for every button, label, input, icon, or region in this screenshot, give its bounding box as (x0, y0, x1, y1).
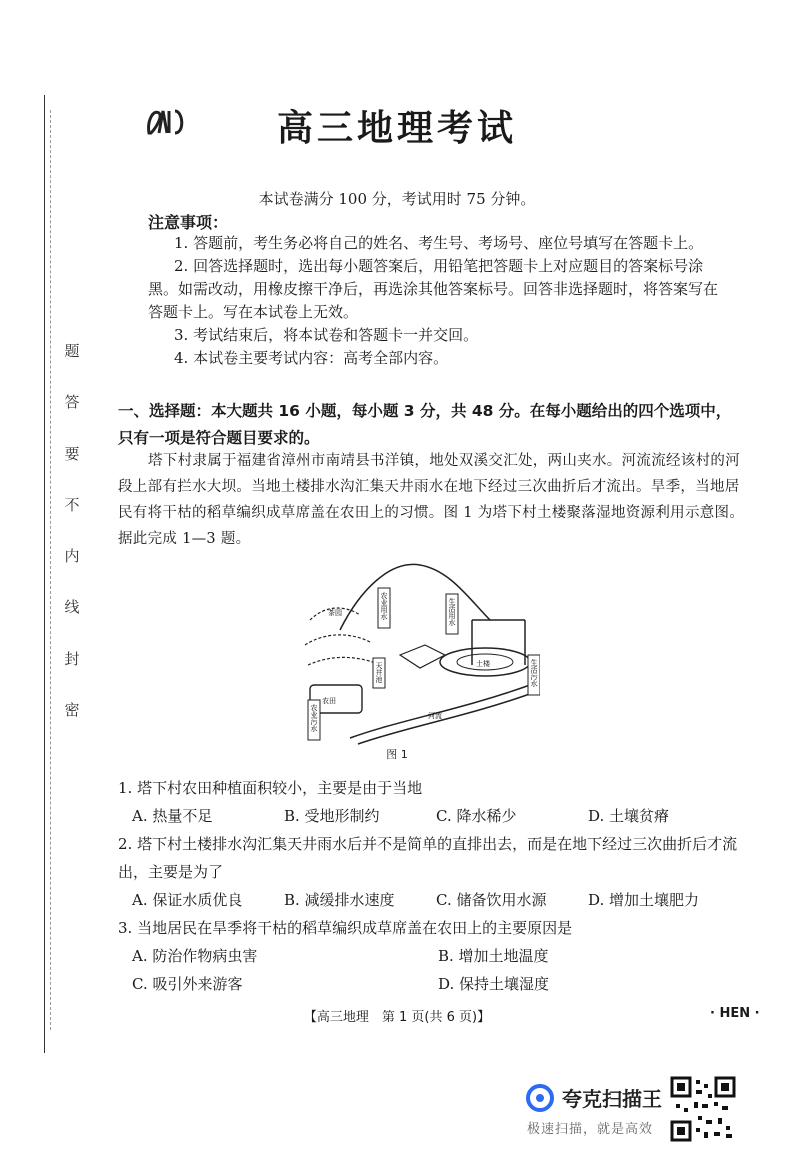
option-a: A. 热量不足 (132, 807, 213, 825)
figure-1-diagram (300, 560, 540, 745)
notice-list (148, 232, 728, 370)
binding-warning (62, 340, 82, 720)
figure-label-farm: 农田 (322, 697, 336, 705)
option-b: B. 增加土地温度 (438, 947, 549, 965)
question-1 (118, 774, 746, 830)
notice-item: 2. 回答选择题时，选出每小题答案后，用铅笔把答题卡上对应题目的答案标号涂黑。如需改动，用橡皮擦干净后，再选涂其他答案标号。回答非选择题时，将答案写在答题卡上。写在本试卷上无效。 (148, 257, 719, 321)
binding-char: 不 (64, 495, 80, 514)
question-stem: 2. 塔下村土楼排水沟汇集天井雨水后并不是简单的直排出去，而是在地下经过三次曲折后才流出，主要是为了 (118, 835, 738, 881)
binding-char: 要 (64, 444, 80, 463)
scanner-slogan: 极速扫描，就是高效 (527, 1122, 654, 1137)
option-c: C. 降水稀少 (436, 807, 517, 825)
option-b: B. 减缓排水速度 (284, 891, 395, 909)
binding-char: 内 (64, 547, 80, 566)
option-a: A. 保证水质优良 (132, 891, 243, 909)
figure-label-tea: 茶园 (328, 609, 342, 617)
option-d: D. 增加土壤肥力 (588, 891, 700, 909)
option-row (118, 970, 746, 998)
figure-label-sewage: 生活污水 (530, 659, 538, 687)
scanner-logo-icon (525, 1083, 555, 1113)
option-row (118, 942, 746, 970)
binding-char: 封 (64, 649, 80, 668)
question-stem: 1. 塔下村农田种植面积较小，主要是由于当地 (118, 779, 423, 797)
binding-char: 线 (64, 598, 80, 617)
page-title: 高三地理考试 (276, 108, 517, 149)
exam-info: 本试卷满分 100 分，考试用时 75 分钟。 (258, 190, 536, 208)
binding-dotted-line (50, 110, 51, 1030)
notice-heading: 注意事项： (148, 213, 229, 232)
notice-item: 3. 考试结束后，将本试卷和答题卡一并交回。 (174, 326, 479, 344)
figure-caption: 图 1 (386, 748, 408, 761)
option-d: D. 土壤贫瘠 (588, 807, 670, 825)
option-c: C. 储备饮用水源 (436, 891, 547, 909)
option-row (118, 802, 746, 830)
figure-label-tulou: 土楼 (476, 660, 490, 668)
figure-label-agri-water: 农业用水 (380, 592, 388, 620)
question-2 (118, 830, 746, 914)
binding-char: 密 (64, 700, 80, 719)
option-b: B. 受地形制约 (284, 807, 380, 825)
option-d: D. 保持土壤湿度 (438, 975, 550, 993)
question-list (118, 774, 746, 998)
binding-char: 答 (64, 393, 80, 412)
option-c: C. 吸引外来游客 (132, 975, 243, 993)
figure-label-life-water: 生活用水 (448, 598, 456, 626)
qr-code-icon (670, 1076, 736, 1142)
question-3 (118, 914, 746, 998)
figure-label-pond: 天井池 (375, 662, 383, 683)
scanner-brand: 夸克扫描王 (562, 1087, 662, 1111)
section-heading: 一、选择题：本大题共 16 小题，每小题 3 分，共 48 分。在每小题给出的四个选项中，只有一项是符合题目要求的。 (118, 402, 732, 447)
binding-char: 题 (64, 342, 80, 360)
question-stem: 3. 当地居民在旱季将干枯的稻草编织成草席盖在农田上的主要原因是 (118, 919, 573, 937)
footer-code: · HEN · (710, 1006, 760, 1021)
notice-item: 4. 本试卷主要考试内容：高考全部内容。 (174, 349, 449, 367)
option-row (118, 886, 746, 914)
option-a: A. 防治作物病虫害 (132, 947, 258, 965)
figure-label-river: 河流 (428, 712, 442, 720)
binding-line (44, 95, 45, 1053)
page-footer: 【高三地理 第 1 页(共 6 页)】 (303, 1010, 491, 1025)
notice-item: 1. 答题前，考生务必将自己的姓名、考生号、考场号、座位号填写在答题卡上。 (174, 234, 704, 252)
figure-label-farm-sewage: 农业污水 (310, 704, 318, 732)
reading-passage: 塔下村隶属于福建省漳州市南靖县书洋镇，地处双溪交汇处，两山夹水。河流流经该村的河段上部有拦水大坝。当地土楼排水沟汇集天井雨水在地下经过三次曲折后才流出。旱季，当地居民有将干枯的稻草编织成草席盖在农田上的习惯。图 1 为塔下村土楼聚落湿地资源利用示意图。据此完成 1—3 题。 (118, 453, 745, 547)
